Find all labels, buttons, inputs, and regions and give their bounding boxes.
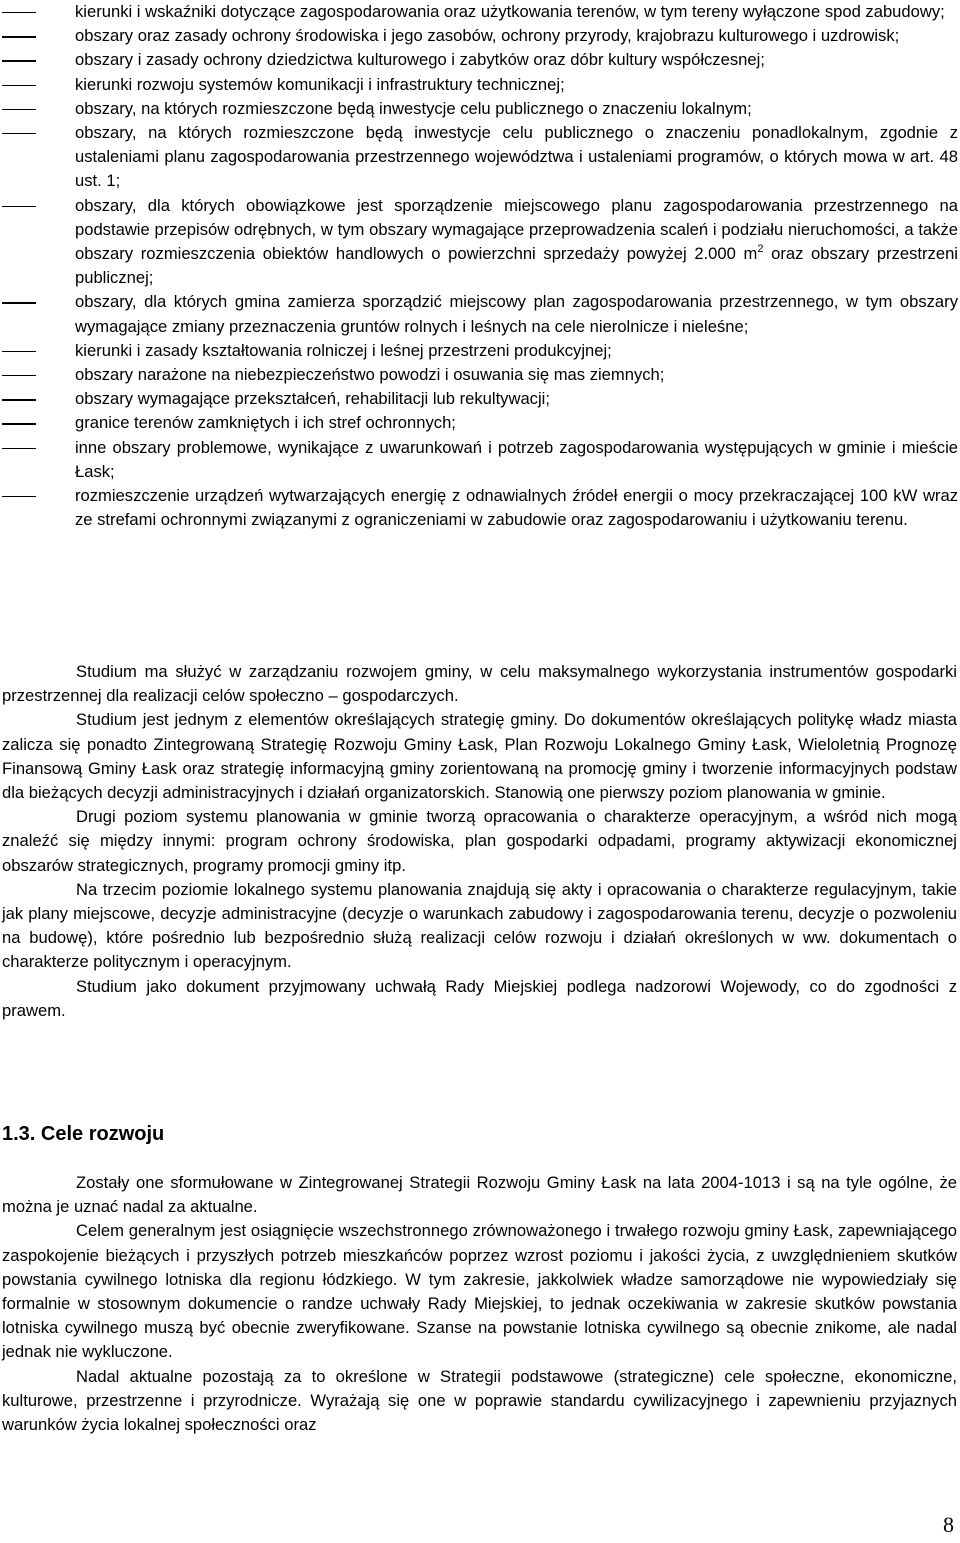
list-item-text: kierunki i zasady kształtowania rolniczej i leśnej przestrzeni produkcyjnej; xyxy=(75,340,612,360)
section-heading: 1.3. Cele rozwoju xyxy=(2,1123,165,1145)
list-item xyxy=(2,121,958,194)
superscript: 2 xyxy=(757,243,764,256)
list-item xyxy=(2,411,958,435)
list-item xyxy=(2,97,958,121)
list-item-text: obszary oraz zasady ochrony środowiska i jego zasobów, ochrony przyrody, krajobrazu kulturowego i uzdrowisk; xyxy=(75,26,900,46)
list-item-text: kierunki rozwoju systemów komunikacji i infrastruktury technicznej; xyxy=(75,74,565,94)
bullet-list xyxy=(2,0,958,532)
paragraph: Zostały one sformułowane w Zintegrowanej Strategii Rozwoju Gminy Łask na lata 2004-1013 i są na tyle ogólne, że można je uznać nadal za aktualne. xyxy=(2,1173,957,1217)
paragraph: Studium ma służyć w zarządzaniu rozwojem gminy, w celu maksymalnego wykorzystania instrumentów gospodarki przestrzennej dla realizacji celów społeczno – gospodarczych. xyxy=(2,662,957,706)
list-item-text: inne obszary problemowe, wynikające z uwarunkowań i potrzeb zagospodarowania występujących w gminie i mieście Łask; xyxy=(75,437,958,481)
body-text xyxy=(2,660,957,1023)
list-item xyxy=(2,48,958,72)
paragraph: Nadal aktualne pozostają za to określone w Strategii podstawowe (strategiczne) cele społeczne, ekonomiczne, kulturowe, przestrzenne i przyrodnicze. Wyrażają się one w poprawie standardu cywilizacyjnego i zapewnieniu przyjaznych warunków życia lokalnej społeczności oraz xyxy=(2,1366,957,1435)
list-item xyxy=(2,484,958,532)
list-item xyxy=(2,290,958,338)
page-number: 8 xyxy=(943,1512,954,1537)
list-item xyxy=(2,0,958,24)
list-item-text: obszary i zasady ochrony dziedzictwa kulturowego i zabytków oraz dóbr kultury współczesnej; xyxy=(75,50,765,70)
list-item-tail: oraz obszary przestrzeni publicznej; xyxy=(75,244,958,288)
list-item xyxy=(2,194,958,291)
list-item xyxy=(2,339,958,363)
list-item-text: obszary, dla których gmina zamierza sporządzić miejscowy plan zagospodarowania przestrzennego, w tym obszary wymagające zmiany przeznaczenia gruntów rolnych i leśnych na cele nierolnicze i nieleśne; xyxy=(75,292,958,336)
list-item xyxy=(2,73,958,97)
list-item-text: obszary, na których rozmieszczone będą inwestycje celu publicznego o znaczeniu lokalnym; xyxy=(75,98,752,118)
body-text-section xyxy=(2,1171,957,1437)
list-item xyxy=(2,363,958,387)
list-item-text: obszary, na których rozmieszczone będą inwestycje celu publicznego o znaczeniu ponadlokalnym, zgodnie z ustaleniami planu zagospodarowania przestrzennego województwa i ustaleniami programów, o których mowa w art. 48 ust. 1; xyxy=(75,123,958,191)
paragraph: Drugi poziom systemu planowania w gminie tworzą opracowania o charakterze operacyjnym, a wśród nich mogą znaleźć się między innymi: program ochrony środowiska, plan gospodarki odpadami, programy aktywizacji ekonomicznej obszarów strategicznych, programy promocji gminy itp. xyxy=(2,807,957,875)
list-item xyxy=(2,436,958,484)
list-item-text: obszary, dla których obowiązkowe jest sporządzenie miejscowego planu zagospodarowania przestrzennego na podstawie przepisów odrębnych, w tym obszary wymagające przeprowadzenia scaleń i podziału nieruchomości, a także obszary rozmieszczenia obiektów handlowych o powierzchni sprzedaży powyżej 2.000 m xyxy=(75,195,958,264)
paragraph: Studium jako dokument przyjmowany uchwałą Rady Miejskiej podlega nadzorowi Wojewody, co do zgodności z prawem. xyxy=(2,976,957,1020)
paragraph: Studium jest jednym z elementów określających strategię gminy. Do dokumentów określających politykę władz miasta zalicza się ponadto Zintegrowaną Strategię Rozwoju Gminy Łask, Plan Rozwoju Lokalnego Gminy Łask, Wieloletnią Prognozę Finansową Gminy Łask oraz strategię informacyjną gminy zorientowaną na promocję gminy i tworzenie informacyjnych podstaw dla bieżących decyzji administracyjnych i działań organizatorskich. Stanowią one pierwszy poziom planowania w gminie. xyxy=(2,710,957,803)
list-item-text: granice terenów zamkniętych i ich stref ochronnych; xyxy=(75,413,456,433)
list-item-text: obszary wymagające przekształceń, rehabilitacji lub rekultywacji; xyxy=(75,389,550,409)
list-item xyxy=(2,24,958,48)
list-item-text: kierunki i wskaźniki dotyczące zagospodarowania oraz użytkowania terenów, w tym tereny wyłączone spod zabudowy; xyxy=(75,2,945,21)
paragraph: Na trzecim poziomie lokalnego systemu planowania znajdują się akty i opracowania o charakterze regulacyjnym, takie jak plany miejscowe, decyzje administracyjne (decyzje o warunkach zabudowy i zagospodarowania terenu, decyzje o pozwoleniu na budowę), które pośrednio lub bezpośrednio służą realizacji celów rozwoju i działań określonych w ww. dokumentach o charakterze politycznym i operacyjnym. xyxy=(2,879,957,972)
paragraph: Celem generalnym jest osiągnięcie wszechstronnego zrównoważonego i trwałego rozwoju gminy Łask, zapewniającego zaspokojenie bieżących i przyszłych potrzeb mieszkańców poprzez wzrost poziomu i jakości życia, z uwzględnieniem skutków powstania cywilnego lotniska dla regionu łódzkiego. W tym zakresie, jakkolwiek władze samorządowe nie wypowiedziały się formalnie w stosownym dokumencie o randze uchwały Rady Miejskiej, to jednak oczekiwania w zakresie skutków powstania lotniska cywilnego muszą być obecnie zweryfikowane. Szanse na powstanie lotniska cywilnego są obecnie znikome, ale nadal jednak nie wykluczone. xyxy=(2,1221,957,1362)
list-item-text: rozmieszczenie urządzeń wytwarzających energię z odnawialnych źródeł energii o mocy przekraczającej 100 kW wraz ze strefami ochronnymi związanymi z ograniczeniami w zabudowie oraz zagospodarowaniu i użytkowaniu terenu. xyxy=(75,486,958,530)
list-item xyxy=(2,387,958,411)
list-item-text: obszary narażone na niebezpieczeństwo powodzi i osuwania się mas ziemnych; xyxy=(75,365,665,385)
